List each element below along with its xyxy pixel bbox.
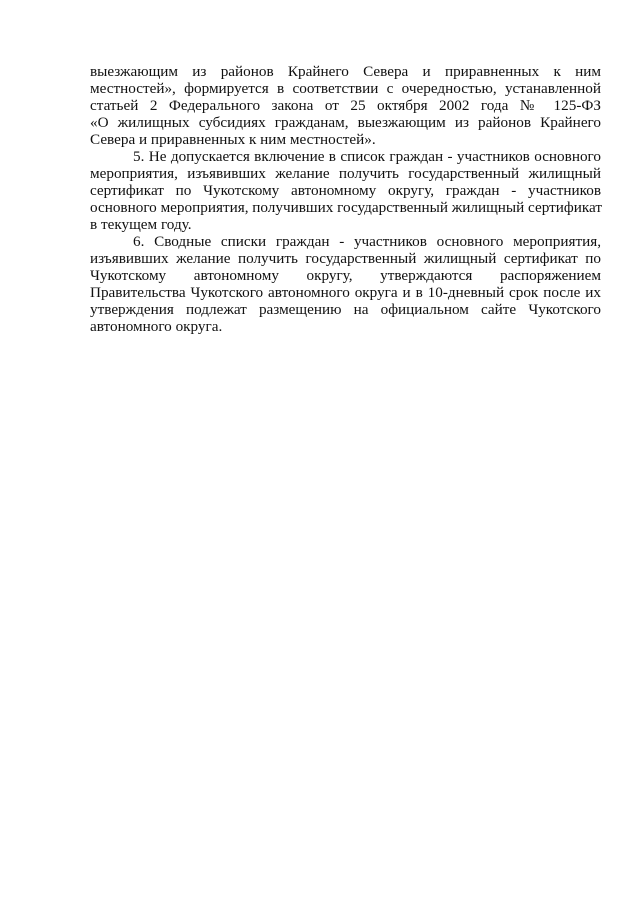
- text-line: мероприятия, изъявивших желание получить государственный жилищный: [90, 165, 601, 182]
- paragraph-continuation: [90, 63, 601, 148]
- text-line: Чукотскому автономному округу, утверждаются распоряжением: [90, 267, 601, 284]
- text-line: выезжающим из районов Крайнего Севера и приравненных к ним: [90, 63, 601, 80]
- paragraph-item-6: [90, 233, 601, 335]
- text-line: Севера и приравненных к ним местностей».: [90, 131, 376, 148]
- text-line: в текущем году.: [90, 216, 192, 233]
- text-line: местностей», формируется в соответствии с очередностью, устанавленной: [90, 80, 601, 97]
- text-line: основного мероприятия, получивших государственный жилищный сертификат: [90, 199, 602, 216]
- text-line: «О жилищных субсидиях гражданам, выезжающим из районов Крайнего: [90, 114, 601, 131]
- text-line: 6. Сводные списки граждан - участников основного мероприятия,: [133, 233, 601, 250]
- text-line: утверждения подлежат размещению на официальном сайте Чукотского: [90, 301, 601, 318]
- text-line: изъявивших желание получить государственный жилищный сертификат по: [90, 250, 601, 267]
- text-line: автономного округа.: [90, 318, 223, 335]
- document-body: [90, 63, 601, 335]
- text-line: 5. Не допускается включение в список граждан - участников основного: [133, 148, 601, 165]
- text-line: сертификат по Чукотскому автономному округу, граждан - участников: [90, 182, 601, 199]
- text-line: Правительства Чукотского автономного округа и в 10-дневный срок после их: [90, 284, 601, 301]
- text-line: статьей 2 Федерального закона от 25 октября 2002 года № 125-ФЗ: [90, 97, 601, 114]
- paragraph-item-5: [90, 148, 601, 233]
